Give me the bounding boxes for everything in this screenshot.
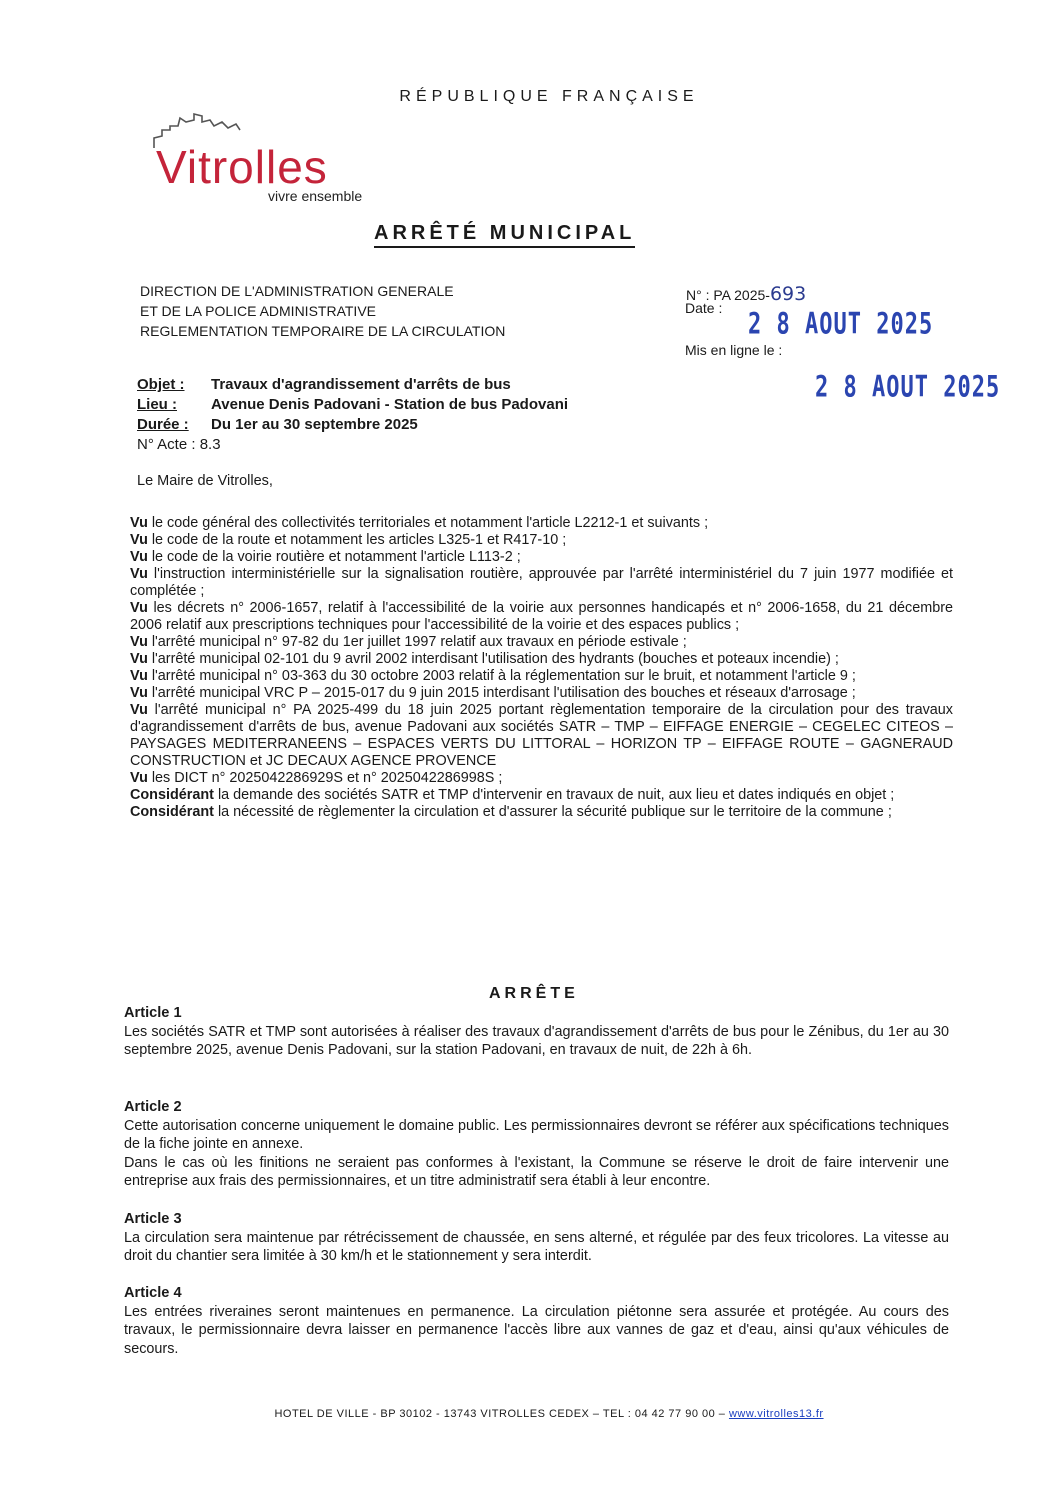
article-title: Article 3 bbox=[124, 1211, 182, 1227]
article-4 bbox=[124, 1284, 949, 1358]
visa-item bbox=[130, 685, 953, 702]
visa-text: le code de la route et notamment les articles L325-1 et R417-10 ; bbox=[147, 532, 567, 548]
visa-keyword: Vu bbox=[130, 515, 148, 531]
visa-text: l'arrêté municipal VRC P – 2015-017 du 9 juin 2015 interdisant l'utilisation des bouches et réseaux d'arrosage ; bbox=[147, 685, 856, 701]
visa-keyword: Vu bbox=[130, 566, 148, 582]
date-label: Date : bbox=[685, 300, 723, 316]
visa-keyword: Vu bbox=[130, 634, 148, 650]
visa-text: le code de la voirie routière et notamment l'article L113-2 ; bbox=[147, 549, 521, 565]
republique-header: RÉPUBLIQUE FRANÇAISE bbox=[399, 88, 699, 105]
visa-keyword: Vu bbox=[130, 600, 148, 616]
article-paragraph: Les entrées riveraines seront maintenues en permanence. La circulation piétonne sera assurée et protégée. Au cours des travaux, le permissionnaire devra laisser en permanence l'accès libre aux vannes de gaz et d'eau, ainsi qu'aux véhicules de secours. bbox=[124, 1303, 949, 1357]
article-3 bbox=[124, 1210, 949, 1266]
numero-handwritten: 693 bbox=[769, 283, 807, 305]
objet-value: Travaux d'agrandissement d'arrêts de bus bbox=[211, 376, 511, 393]
article-paragraph: Cette autorisation concerne uniquement le domaine public. Les permissionnaires devront se référer aux spécifications techniques de la fiche jointe en annexe. bbox=[124, 1117, 949, 1152]
logo-wordmark: Vitrolles bbox=[156, 141, 328, 193]
direction-line: DIRECTION DE L'ADMINISTRATION GENERALE bbox=[140, 283, 454, 299]
date-stamp: 2 8 AOUT 2025 bbox=[748, 308, 934, 342]
visa-keyword: Vu bbox=[130, 668, 148, 684]
article-title: Article 4 bbox=[124, 1285, 182, 1301]
visa-text: l'arrêté municipal 02-101 du 9 avril 2002 interdisant l'utilisation des hydrants (bouches et poteaux incendie) ; bbox=[147, 651, 839, 667]
visa-text: l'arrêté municipal n° 97-82 du 1er juillet 1997 relatif aux travaux en période estivale ; bbox=[147, 634, 687, 650]
visa-keyword: Vu bbox=[130, 770, 148, 786]
visa-item bbox=[130, 600, 953, 634]
visa-text: les DICT n° 2025042286929S et n° 2025042286998S ; bbox=[147, 770, 503, 786]
direction-line: ET DE LA POLICE ADMINISTRATIVE bbox=[140, 303, 376, 319]
acte-number: N° Acte : 8.3 bbox=[137, 436, 221, 453]
article-paragraph: Les sociétés SATR et TMP sont autorisées à réaliser des travaux d'agrandissement d'arrêts de bus pour le Zénibus, du 1er au 30 septembre 2025, avenue Denis Padovani, sur la station Padovani, en travaux de nuit, de 22h à 6h. bbox=[124, 1023, 949, 1058]
logo-tagline: vivre ensemble bbox=[268, 188, 363, 204]
article-paragraph: Dans le cas où les finitions ne seraient pas conformes à l'existant, la Commune se réserve le droit de faire intervenir une entreprise aux frais des permissionnaires, et un titre administratif sera établi à leur encontre. bbox=[124, 1154, 949, 1189]
visa-text: l'arrêté municipal n° PA 2025-499 du 18 juin 2025 portant règlementation temporaire de la circulation pour des travaux d'agrandissement d'arrêts de bus, avenue Padovani aux sociétés SATR – TMP – EIFFAGE ENERGIE – CEGELEC CITEOS – PAYSAGES MEDITERRANEENS – ESPACES VERTS DU LITTORAL – HORIZON TP – EIFFAGE ROUTE – GAGNERAUD CONSTRUCTION et JC DECAUX AGENCE PROVENCE bbox=[130, 702, 953, 769]
visa-text: l'arrêté municipal n° 03-363 du 30 octobre 2003 relatif à la réglementation sur le bruit, et notamment l'article 9 ; bbox=[147, 668, 856, 684]
article-2 bbox=[124, 1098, 949, 1191]
article-title: Article 1 bbox=[124, 1005, 182, 1021]
footer-address: HOTEL DE VILLE - BP 30102 - 13743 VITROLLES CEDEX – TEL : 04 42 77 90 00 – bbox=[274, 1408, 729, 1420]
document-title: ARRÊTÉ MUNICIPAL bbox=[374, 222, 635, 248]
footer-website-link[interactable]: www.vitrolles13.fr bbox=[728, 1408, 824, 1420]
mise-en-ligne-stamp: 2 8 AOUT 2025 bbox=[815, 371, 1001, 405]
visa-item bbox=[130, 787, 953, 804]
visa-keyword: Vu bbox=[130, 685, 148, 701]
lieu-label: Lieu : bbox=[137, 396, 177, 413]
visa-text: le code général des collectivités territoriales et notamment l'article L2212-1 et suivants ; bbox=[147, 515, 709, 531]
objet-label: Objet : bbox=[137, 376, 185, 393]
lieu-value: Avenue Denis Padovani - Station de bus Padovani bbox=[211, 396, 569, 413]
visa-keyword: Considérant bbox=[130, 804, 214, 820]
visa-item bbox=[130, 549, 953, 566]
mise-en-ligne-label: Mis en ligne le : bbox=[685, 342, 783, 358]
numero-label: N° : PA 2025- bbox=[686, 287, 770, 303]
visa-item bbox=[130, 804, 953, 821]
visa-text: la demande des sociétés SATR et TMP d'intervenir en travaux de nuit, aux lieu et dates indiqués en objet ; bbox=[213, 787, 895, 803]
visa-keyword: Vu bbox=[130, 651, 148, 667]
objet-block bbox=[137, 375, 568, 455]
duree-value: Du 1er au 30 septembre 2025 bbox=[211, 416, 418, 433]
visa-keyword: Vu bbox=[130, 532, 148, 548]
visa-item bbox=[130, 566, 953, 600]
visa-text: les décrets n° 2006-1657, relatif à l'accessibilité de la voirie aux personnes handicapés et n° 2006-1658, du 21 décembre 2006 relatif aux prescriptions techniques pour l'accessibilité de la voirie et des espaces publics ; bbox=[130, 600, 953, 633]
visa-item bbox=[130, 702, 953, 770]
direction-line: REGLEMENTATION TEMPORAIRE DE LA CIRCULATION bbox=[140, 323, 506, 339]
visa-text: la nécessité de règlementer la circulation et d'assurer la sécurité publique sur le territoire de la commune ; bbox=[213, 804, 892, 820]
visa-text: l'instruction interministérielle sur la signalisation routière, approuvée par l'arrêté interministériel du 7 juin 1977 modifiée et complétée ; bbox=[130, 566, 953, 599]
page-footer bbox=[0, 1408, 1058, 1420]
article-title: Article 2 bbox=[124, 1099, 182, 1115]
article-1 bbox=[124, 1004, 949, 1060]
visa-item bbox=[130, 532, 953, 549]
visa-keyword: Vu bbox=[130, 702, 148, 718]
duree-label: Durée : bbox=[137, 416, 189, 433]
visa-keyword: Vu bbox=[130, 549, 148, 565]
arrete-heading: ARRÊTE bbox=[489, 985, 579, 1002]
vitrolles-logo bbox=[150, 108, 400, 208]
direction-block bbox=[140, 281, 505, 341]
visa-item bbox=[130, 634, 953, 651]
visa-item bbox=[130, 651, 953, 668]
visa-keyword: Considérant bbox=[130, 787, 214, 803]
article-paragraph: La circulation sera maintenue par rétrécissement de chaussée, en sens alterné, et régulée par des feux tricolores. La vitesse au droit du chantier sera limitée à 30 km/h et le stationnement y sera interdit. bbox=[124, 1229, 949, 1264]
visas-block bbox=[130, 515, 953, 821]
visa-item bbox=[130, 668, 953, 685]
visa-item bbox=[130, 515, 953, 532]
intro-maire: Le Maire de Vitrolles, bbox=[137, 473, 273, 489]
visa-item bbox=[130, 770, 953, 787]
